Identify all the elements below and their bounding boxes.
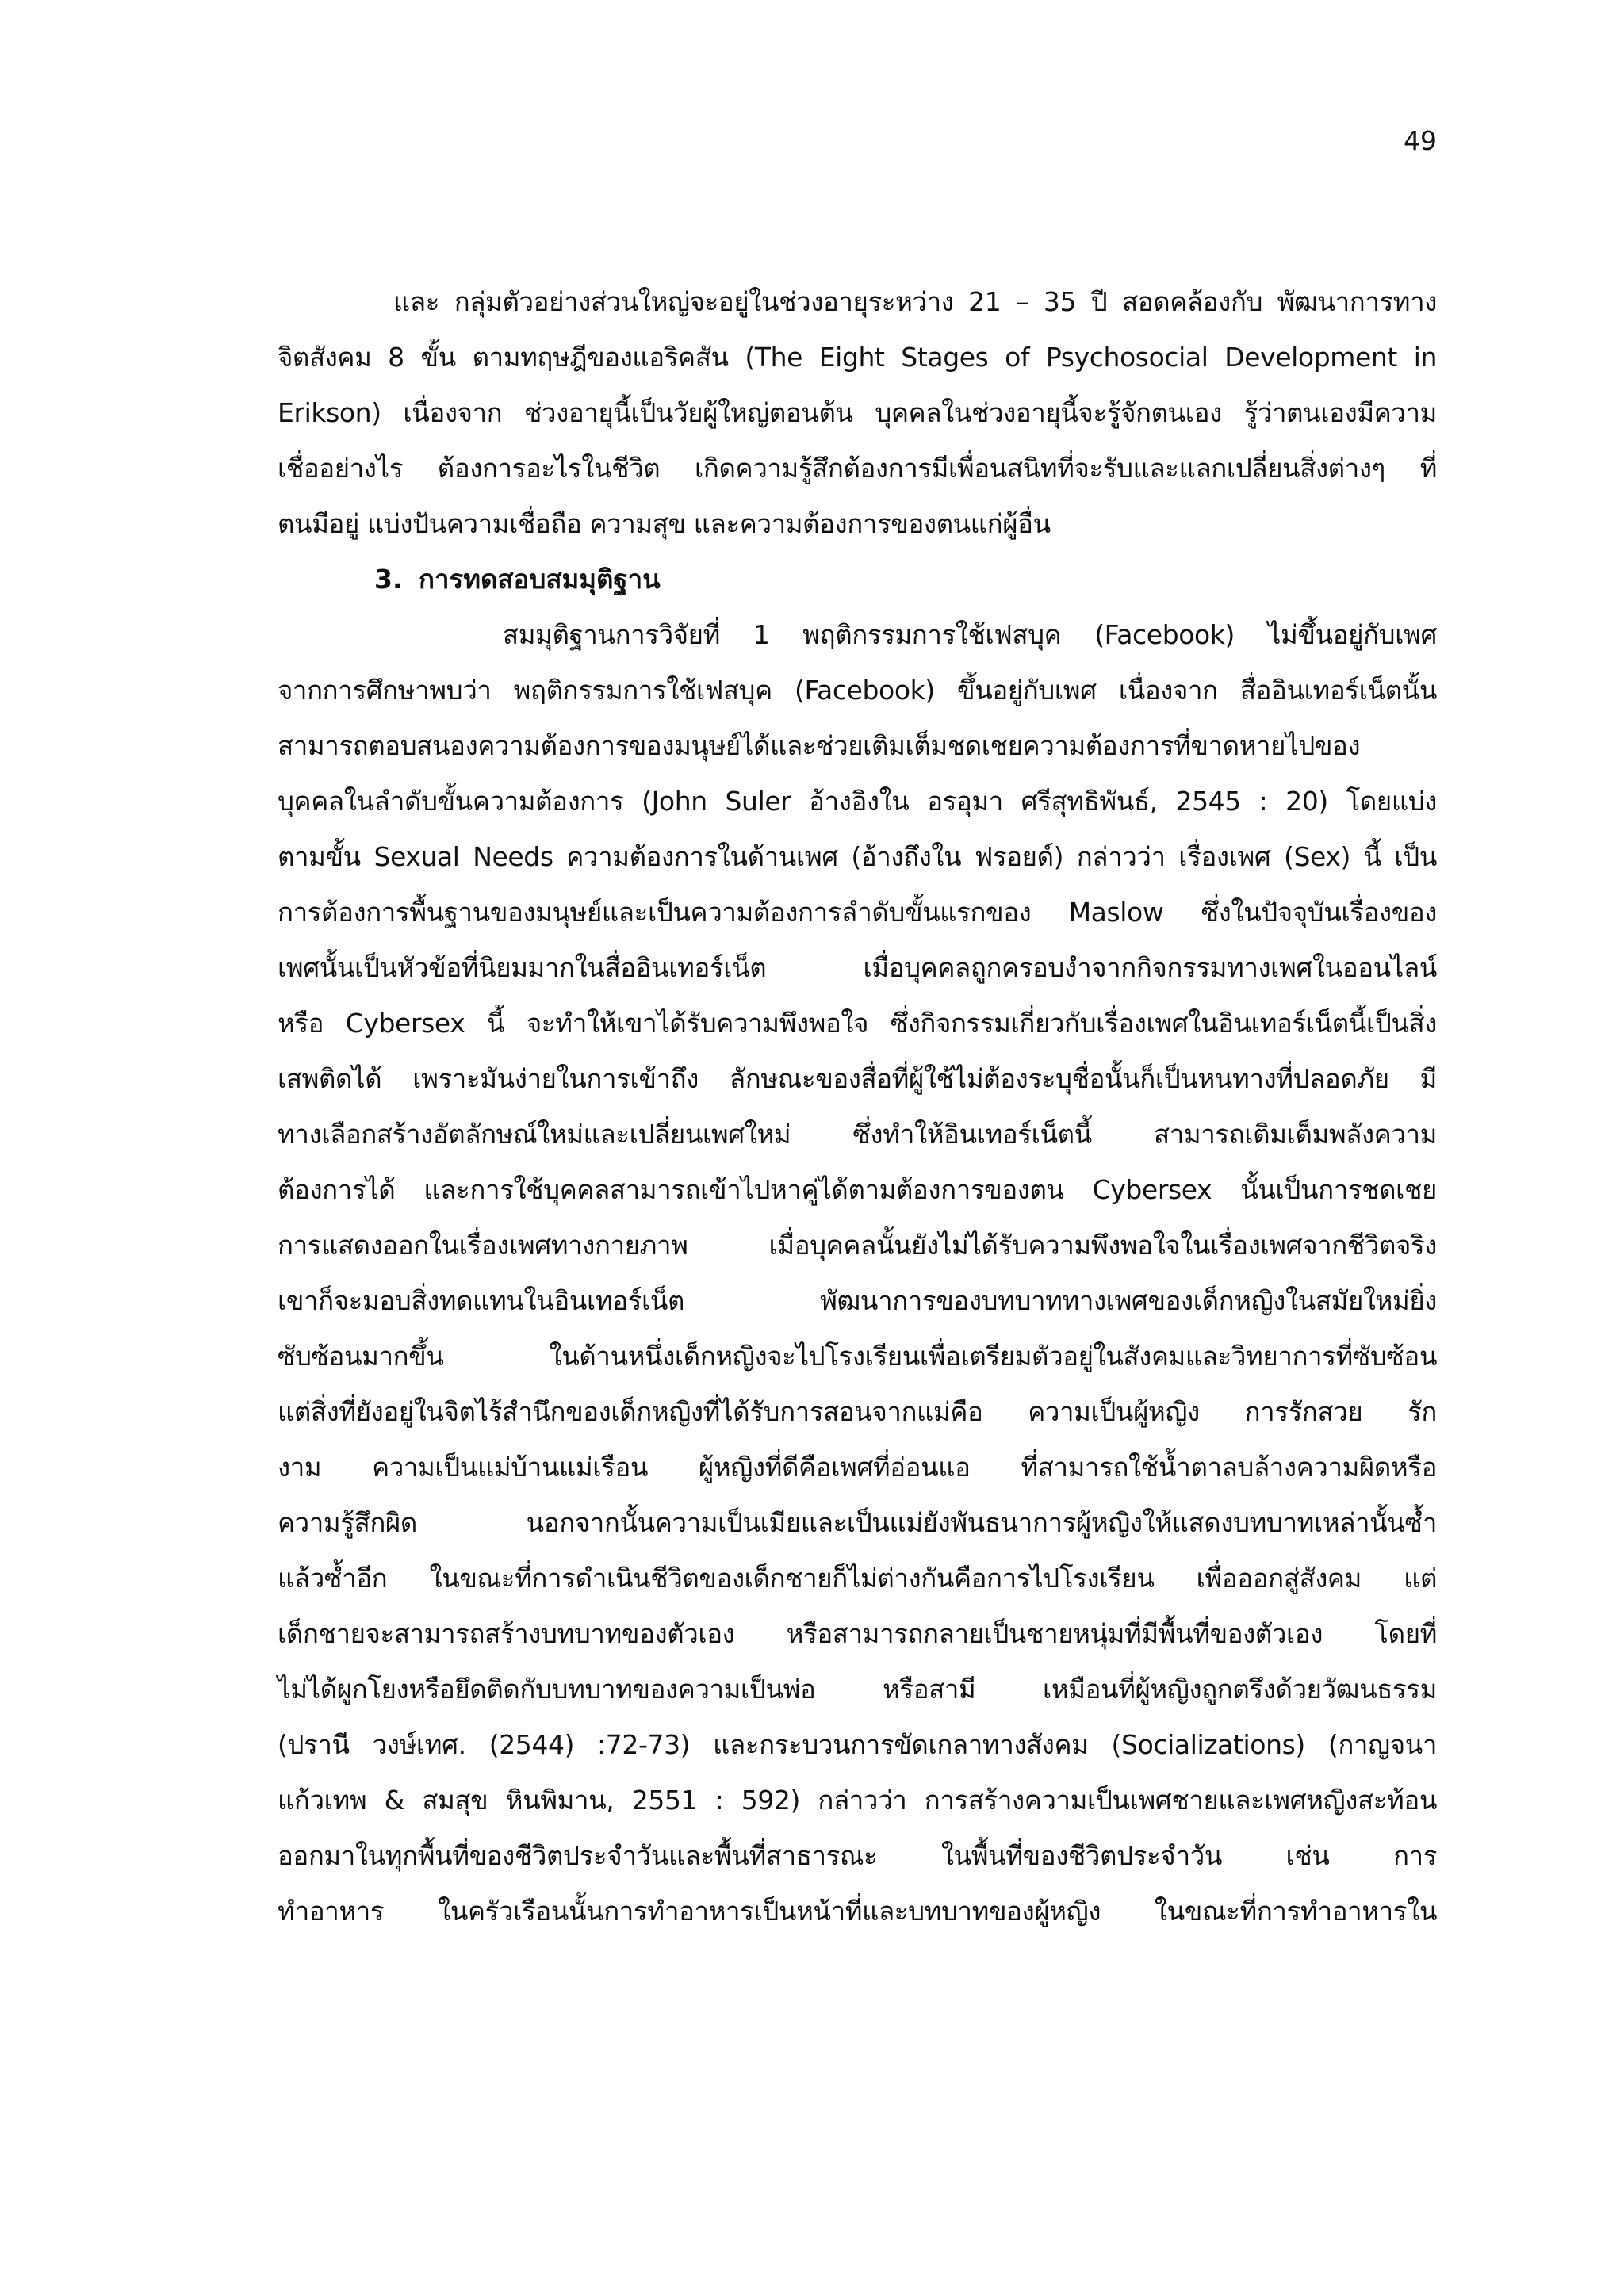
paragraph-line: และ กลุ่มตัวอย่างส่วนใหญ่จะอยู่ในช่วงอายุระหว่าง 21 – 35 ปี สอดคล้องกับ พัฒนาการทาง [393,286,1437,317]
paragraph-line: การแสดงออกในเรื่องเพศทางกายภาพ เมื่อบุคคลนั้นยังไม่ได้รับความพึงพอใจในเรื่องเพศจากชีวิตจริง [278,1230,1437,1261]
paragraph-line: (ปรานี วงษ์เทศ. (2544) :72-73) และกระบวนการขัดเกลาทางสังคม (Socializations) (กาญจนา [278,1729,1437,1760]
section-heading [278,552,1437,607]
paragraph-line: ทำอาหาร ในครัวเรือนนั้นการทำอาหารเป็นหน้าที่และบทบาทของผู้หญิง ในขณะที่การทำอาหารใน [278,1896,1437,1927]
paragraph-line: สามารถตอบสนองความต้องการของมนุษย์ได้และช่วยเติมเต็มชดเชยความต้องการที่ขาดหายไปของ [278,730,1361,761]
paragraph-line: จากการศึกษาพบว่า พฤติกรรมการใช้เฟสบุค (Facebook) ขึ้นอยู่กับเพศ เนื่องจาก สื่ออินเทอร์เน็ตนั้น [278,675,1437,706]
paragraph-line: การต้องการพื้นฐานของมนุษย์และเป็นความต้องการลำดับขั้นแรกของ Maslow ซึ่งในปัจจุบันเรื่องของ [278,897,1437,928]
paragraph-line: หรือ Cybersex นี้ จะทำให้เขาได้รับความพึงพอใจ ซึ่งกิจกรรมเกี่ยวกับเรื่องเพศในอินเทอร์เน็ตนี้เป็นสิ่ง [278,1008,1437,1039]
section-title: การทดสอบสมมุติฐาน [419,564,661,595]
paragraph-line: แก้วเทพ & สมสุข หินพิมาน, 2551 : 592) กล่าวว่า การสร้างความเป็นเพศชายและเพศหญิงสะท้อน [278,1785,1437,1816]
paragraph-line: Erikson) เนื่องจาก ช่วงอายุนี้เป็นวัยผู้ใหญ่ตอนต้น บุคคลในช่วงอายุนี้จะรู้จักตนเอง รู้ว่าตนเองมีความ [278,397,1437,428]
paragraph-line: บุคคลในลำดับขั้นความต้องการ (John Suler อ้างอิงใน อรอุมา ศรีสุทธิพันธ์, 2545 : 20) โดยแบ่ง [278,786,1437,817]
paragraph-line: แล้วซ้ำอีก ในขณะที่การดำเนินชีวิตของเด็กชายก็ไม่ต่างกันคือการไปโรงเรียน เพื่อออกสู่สังคม แต่ [278,1563,1437,1594]
section-number: 3. [374,564,403,595]
paragraph-line: ความรู้สึกผิด นอกจากนั้นความเป็นเมียและเป็นแม่ยังพันธนาการผู้หญิงให้แสดงบทบาทเหล่านั้นซ้ำ [278,1507,1437,1538]
paragraph-line: สมมุติฐานการวิจัยที่ 1 พฤติกรรมการใช้เฟสบุค (Facebook) ไม่ขึ้นอยู่กับเพศ [503,619,1437,650]
paragraph-line: แต่สิ่งที่ยังอยู่ในจิตไร้สำนึกของเด็กหญิงที่ได้รับการสอนจากแม่คือ ความเป็นผู้หญิง การรักสวย รัก [278,1396,1437,1427]
paragraph-line: ตามขั้น Sexual Needs ความต้องการในด้านเพศ (อ้างถึงใน ฟรอยด์) กล่าวว่า เรื่องเพศ (Sex) นี้ เป็น [278,841,1437,872]
paragraph-line: ทางเลือกสร้างอัตลักษณ์ใหม่และเปลี่ยนเพศใหม่ ซึ่งทำให้อินเทอร์เน็ตนี้ สามารถเติมเต็มพลังความ [278,1119,1437,1150]
paragraph-line: ซับซ้อนมากขึ้น ในด้านหนึ่งเด็กหญิงจะไปโรงเรียนเพื่อเตรียมตัวอยู่ในสังคมและวิทยาการที่ซับซ้อน [278,1341,1437,1372]
paragraph-line: เสพติดได้ เพราะมันง่ายในการเข้าถึง ลักษณะของสื่อที่ผู้ใช้ไม่ต้องระบุชื่อนั้นก็เป็นหนทางที่ปลอดภัย มี [278,1063,1437,1094]
paragraph-line: เชื่ออย่างไร ต้องการอะไรในชีวิต เกิดความรู้สึกต้องการมีเพื่อนสนิทที่จะรับและแลกเปลี่ยนสิ่งต่างๆ ที่ [278,453,1437,484]
paragraph-line: เขาก็จะมอบสิ่งทดแทนในอินเทอร์เน็ต พัฒนาการของบทบาททางเพศของเด็กหญิงในสมัยใหม่ยิ่ง [278,1285,1437,1316]
paragraph-line: ออกมาในทุกพื้นที่ของชีวิตประจำวันและพื้นที่สาธารณะ ในพื้นที่ของชีวิตประจำวัน เช่น การ [278,1840,1437,1871]
paragraph-line: ตนมีอยู่ แบ่งปันความเชื่อถือ ความสุข และความต้องการของตนแก่ผู้อื่น [278,508,1051,539]
paragraph-line: เพศนั้นเป็นหัวข้อที่นิยมมากในสื่ออินเทอร์เน็ต เมื่อบุคคลถูกครอบงำจากกิจกรรมทางเพศในออนไลน์ [278,952,1437,983]
page-number: 49 [1404,125,1437,156]
body-text [278,274,1437,1939]
paragraph-line: จิตสังคม 8 ขั้น ตามทฤษฎีของแอริคสัน (The Eight Stages of Psychosocial Development in [278,342,1437,373]
paragraph-line: ไม่ได้ผูกโยงหรือยึดติดกับบทบาทของความเป็นพ่อ หรือสามี เหมือนที่ผู้หญิงถูกตรึงด้วยวัฒนธรรม [278,1674,1437,1705]
paragraph-line: เด็กชายจะสามารถสร้างบทบาทของตัวเอง หรือสามารถกลายเป็นชายหนุ่มที่มีพื้นที่ของตัวเอง โดยที่ [278,1618,1437,1649]
paragraph-line: ต้องการได้ และการใช้บุคคลสามารถเข้าไปหาคู่ได้ตามต้องการของตน Cybersex นั้นเป็นการชดเชย [278,1174,1437,1205]
paragraph-line: งาม ความเป็นแม่บ้านแม่เรือน ผู้หญิงที่ดีคือเพศที่อ่อนแอ ที่สามารถใช้น้ำตาลบล้างความผิดหรือ [278,1452,1437,1483]
